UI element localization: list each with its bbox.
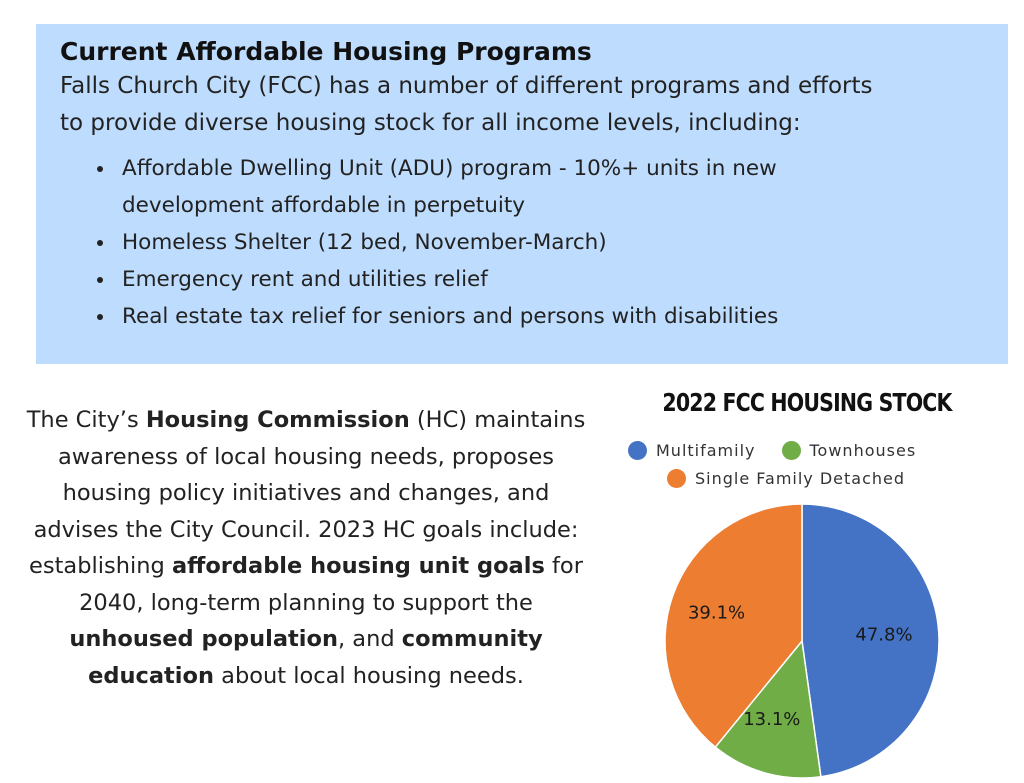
label-multifamily: 47.8% [855, 624, 913, 646]
program-item-shelter: • Homeless Shelter (12 bed, November-March) [116, 224, 984, 261]
program-item-rent-relief: • Emergency rent and utilities relief [116, 261, 984, 298]
legend-label-townhouses: Townhouses [809, 441, 917, 460]
programs-intro-line-1: Falls Church City (FCC) has a number of different programs and efforts [60, 73, 873, 99]
legend-label-multifamily: Multifamily [656, 441, 756, 460]
affordable-goals-emphasis: affordable housing unit goals [171, 553, 545, 579]
program-item-adu: • Affordable Dwelling Unit (ADU) program - 10%+ units in new development affordable in perpetuity [116, 150, 984, 224]
legend-label-single-family: Single Family Detached [695, 469, 906, 488]
program-item-tax-relief: • Real estate tax relief for seniors and persons with disabilities [116, 298, 984, 335]
community-education-emphasis: community education [88, 626, 543, 689]
housing-commission-text: The City’s Housing Commission (HC) maintains awareness of local housing needs, proposes housing policy initiatives and changes, and advises the City Council. 2023 HC goals include: establishing affordable housing unit goals for 2040, long-term planning to support the unhoused population, and community education about local housing needs. [26, 407, 586, 689]
programs-title: Current Affordable Housing Programs [60, 37, 592, 66]
chart-title: 2022 FCC HOUSING STOCK [662, 388, 952, 417]
label-single-family: 39.1% [687, 602, 746, 624]
unhoused-emphasis: unhoused population [69, 626, 338, 652]
label-townhouses: 13.1% [743, 709, 801, 731]
housing-commission-emphasis: Housing Commission [145, 407, 410, 433]
programs-intro-line-2: to provide diverse housing stock for all income levels, including: [60, 110, 801, 136]
